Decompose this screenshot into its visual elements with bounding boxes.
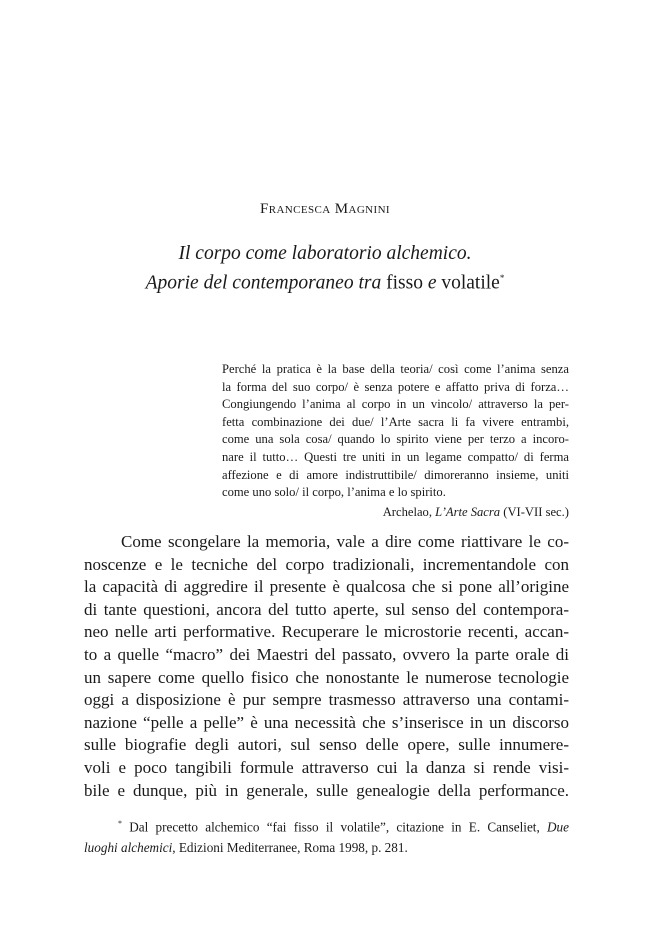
body-paragraph: [84, 531, 569, 802]
body-line: bile e dunque, più in generale, sulle genealogie della performance.: [84, 780, 569, 800]
epigraph-line: fetta combinazione dei due/ l’Arte sacra li fa vivere entrambi,: [222, 414, 569, 429]
body-line: di tante questioni, ancora del tutto aperte, sul senso del contempora-: [84, 599, 569, 619]
title-word-volatile: volatile: [441, 272, 500, 294]
footnote: [84, 813, 569, 858]
footnote-book-title-a: Due: [547, 819, 569, 835]
body-line: noscenze e le tecniche del corpo tradizionali, incrementandole con: [84, 554, 569, 574]
title-line-2: [0, 266, 650, 296]
title-line-1: [0, 241, 650, 266]
epigraph-line: affezione e di amore indistruttibile/ dimoreranno insieme, uniti: [222, 467, 569, 482]
epigraph-line: come una sola cosa/ quando lo spirito viene per terzo a incoro-: [222, 432, 569, 447]
epigraph-source-date: (VI-VII sec.): [500, 504, 569, 519]
footnote-book-title-b: luoghi alchemici: [84, 840, 173, 856]
footnote-text-a: Dal precetto alchemico “fai fisso il volatile”, citazione in E. Canseliet,: [122, 819, 548, 835]
epigraph: [222, 361, 569, 521]
epigraph-source-work: L’Arte Sacra: [435, 504, 501, 519]
epigraph-line: nare il tutto… Questi tre uniti in un legame compatto/ di ferma: [222, 449, 569, 464]
body-line: oggi a disposizione è pur sempre trasmesso attraverso una contami-: [84, 690, 569, 710]
epigraph-source-author: Archelao,: [382, 504, 436, 519]
body-line: to a quelle “macro” dei Maestri del passato, ovvero la parte orale di: [84, 644, 569, 664]
epigraph-line: come uno solo/ il corpo, l’anima e lo spirito.: [222, 485, 446, 500]
body-line: Come scongelare la memoria, vale a dire come riattivare le co-: [121, 532, 569, 551]
body-line: sulle biografie degli autori, sul senso delle opere, sulle innumere-: [84, 735, 569, 755]
footnote-text-b: , Edizioni Mediterranee, Roma 1998, p. 281.: [172, 840, 408, 856]
title-footnote-mark[interactable]: *: [499, 273, 505, 283]
body-line: un sapere come quello fisico che nonostante le numerose tecnologie: [84, 667, 569, 687]
chapter-title: [0, 241, 650, 296]
author-name: Francesca Magnini: [259, 201, 390, 217]
footnote-line: [84, 837, 569, 858]
title-line-2-part-c: e: [422, 272, 442, 294]
body-line: voli e poco tangibili formule attraverso cui la danza si rende visi-: [84, 757, 569, 777]
footnote-line: [84, 813, 569, 837]
body-line: neo nelle arti performative. Recuperare le microstorie recenti, accan-: [84, 622, 569, 642]
body-line: la capacità di aggredire il presente è qualcosa che si pone all’origine: [84, 577, 569, 597]
title-line-1-text: Il corpo come laboratorio alchemico.: [178, 243, 472, 264]
title-word-fisso: fisso: [386, 272, 423, 294]
epigraph-line: Congiungendo l’anima al corpo in un vincolo/ attraverso la per-: [222, 397, 569, 412]
epigraph-line: Perché la pratica è la base della teoria/ così come l’anima senza: [222, 362, 569, 376]
footnote-mark: *: [118, 819, 122, 828]
body-line: nazione “pelle a pelle” è una necessità che s’inserisce in un discorso: [84, 712, 569, 732]
epigraph-source: [222, 504, 569, 522]
epigraph-line: la forma del suo corpo/ è senza potere e affatto priva di forza…: [222, 379, 569, 394]
title-line-2-part-a: Aporie del contemporaneo tra: [145, 272, 387, 294]
